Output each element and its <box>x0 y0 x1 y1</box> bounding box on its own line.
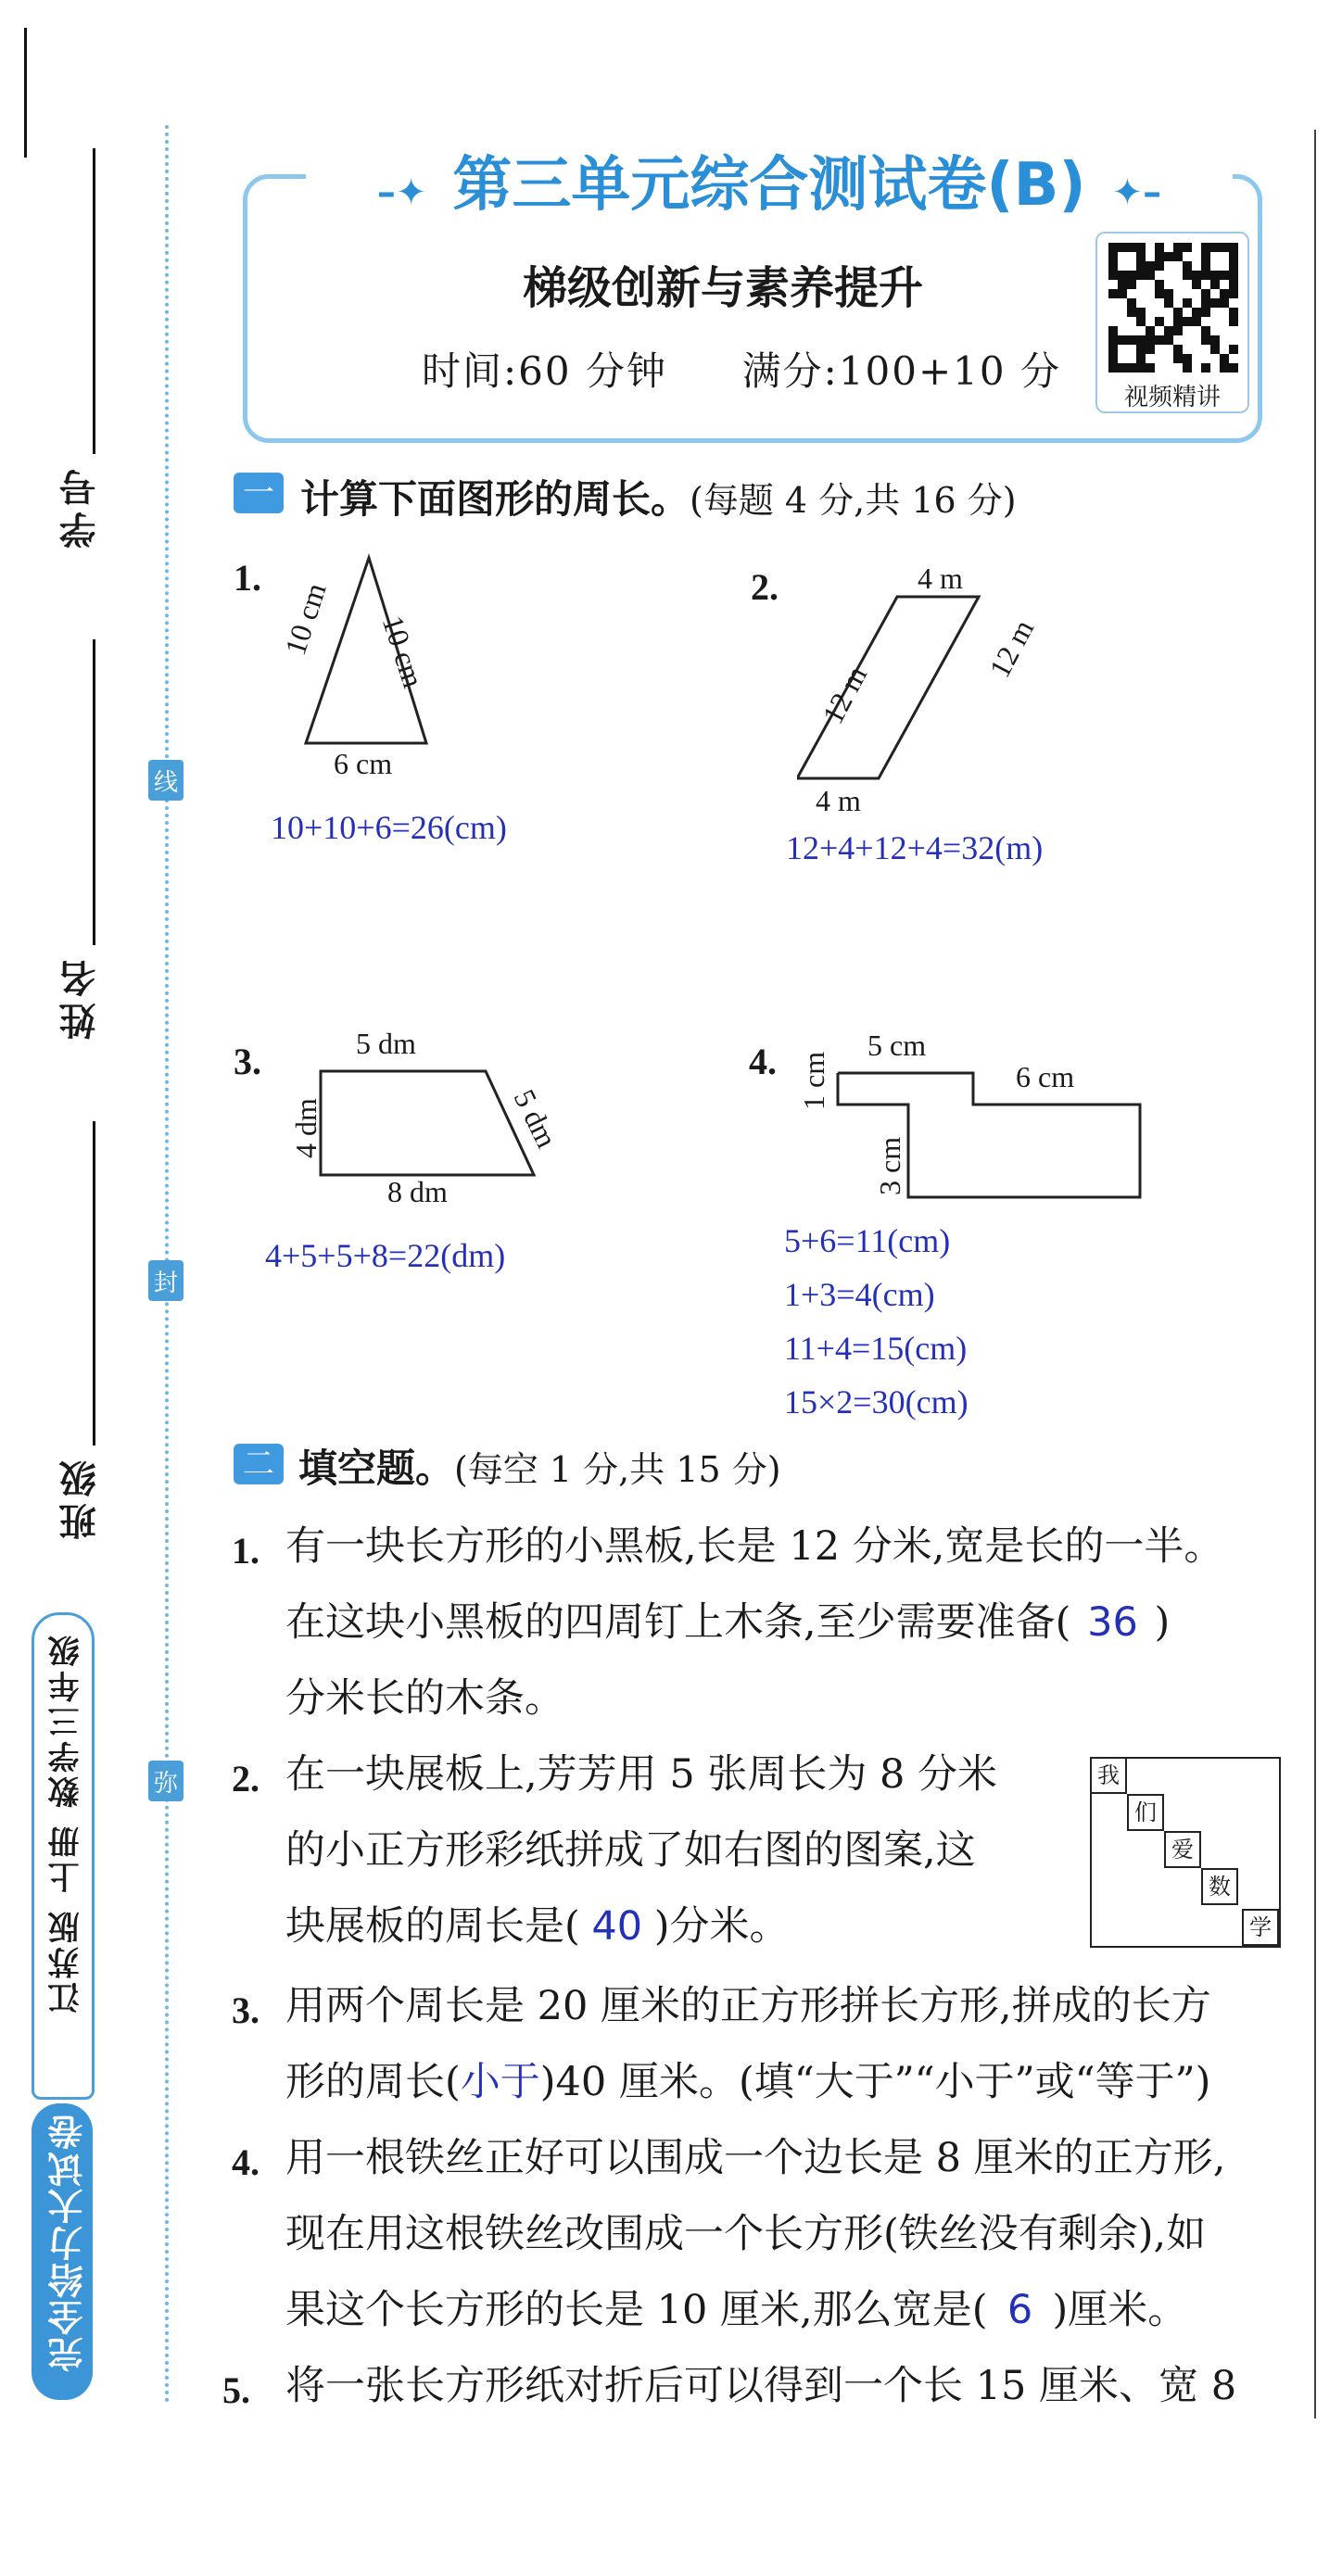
fill-q3-line2-text: 形的周长( <box>285 2059 461 2105</box>
fill-q4-answer: 6 <box>1006 2287 1033 2333</box>
problem4-answer-line: 11+4=15(cm) <box>784 1330 968 1367</box>
series-name: 完全给力大试卷 <box>48 2113 89 2372</box>
grid-cell: 学 <box>1242 1909 1279 1946</box>
right-margin-rule <box>1314 130 1316 2418</box>
fill-q3-line2 <box>285 2044 1305 2120</box>
fill-q2-line3-end: )分米。 <box>653 1903 790 1950</box>
fill-q3-number: 3. <box>232 1989 260 2031</box>
grid-cell: 们 <box>1127 1794 1164 1831</box>
fill-q1-line3: 分米长的木条。 <box>285 1675 564 1722</box>
fill-q4-line2: 现在用这根铁丝改围成一个长方形(铁丝没有剩余),如 <box>285 2211 1207 2257</box>
time-label: 时间:60 分钟 <box>422 348 667 394</box>
problem3-number: 3. <box>234 1041 261 1082</box>
triangle-right-side-label: 10 cm <box>375 612 431 692</box>
seal-mark-mi: 弥 <box>148 1761 184 1801</box>
fill-q4-line1: 用一根铁丝正好可以围成一个边长是 8 厘米的正方形, <box>285 2135 1226 2181</box>
stepped-left-label: 1 cm <box>797 1051 830 1110</box>
fill-q4-line3 <box>285 2272 1305 2348</box>
parallelogram-right-label: 12 m <box>982 613 1041 683</box>
fill-q1-text <box>285 1509 1305 1736</box>
fill-q5-number: 5. <box>222 2369 250 2411</box>
fill-q2-line3-text: 块展板的周长是( <box>285 1903 580 1950</box>
fill-q5-line1: 将一张长方形纸对折后可以得到一个长 15 厘米、宽 8 <box>285 2363 1237 2409</box>
parallelogram-top-label: 4 m <box>918 562 963 595</box>
fill-q2-text <box>285 1736 1073 1964</box>
seal-mark-seal: 封 <box>148 1260 184 1301</box>
section1-title: 计算下面图形的周长。 <box>300 476 690 522</box>
section2-badge: 二 <box>234 1444 284 1484</box>
fill-q4-line3-text: 果这个长方形的长是 10 厘米,那么宽是( <box>285 2287 988 2333</box>
grid-cell: 爱 <box>1164 1831 1201 1868</box>
student-no-underline <box>93 148 95 454</box>
class-underline <box>93 1121 95 1446</box>
seal-mark-line: 线 <box>148 760 184 801</box>
problem4-number: 4. <box>749 1041 777 1082</box>
fill-q1-number: 1. <box>232 1530 260 1572</box>
grid-cell: 数 <box>1201 1868 1238 1905</box>
stepped-right-top-label: 6 cm <box>1016 1060 1075 1093</box>
staircase-grid-figure <box>1090 1757 1281 1948</box>
student-no-label: 学号 <box>59 463 102 549</box>
class-label: 班级 <box>59 1455 102 1540</box>
section2-note: (每空 1 分,共 15 分) <box>454 1449 781 1490</box>
fill-q5-text <box>285 2348 1305 2424</box>
qr-caption: 视频精讲 <box>1123 384 1221 411</box>
problem4-answer-line: 5+6=11(cm) <box>784 1222 951 1259</box>
fill-q1-line2-end: ) <box>1154 1599 1171 1646</box>
name-underline <box>93 639 95 945</box>
exam-meta <box>389 341 1094 397</box>
fill-q3-line1: 用两个周长是 20 厘米的正方形拼长方形,拼成的长方 <box>285 1983 1211 2029</box>
triangle-base-label: 6 cm <box>334 747 393 780</box>
page-title-text: 第三单元综合测试卷(B) <box>439 151 1098 220</box>
page-title: –✦ 第三单元综合测试卷(B) ✦– <box>306 137 1233 222</box>
fill-q4-number: 4. <box>232 2141 260 2183</box>
trapezoid-left-label: 4 dm <box>289 1098 323 1158</box>
fill-q3-text <box>285 1968 1305 2120</box>
fill-q1-line2 <box>285 1585 1305 1661</box>
trapezoid-top-label: 5 dm <box>356 1027 416 1060</box>
fill-q3-line2-end: )40 厘米。(填“大于”“小于”或“等于”) <box>539 2059 1211 2105</box>
section2-header <box>298 1438 781 1494</box>
triangle-left-side-label: 10 cm <box>278 578 333 660</box>
fill-q3-answer: 小于 <box>460 2059 540 2105</box>
book-title: 江苏版 上册 数学三年级 <box>48 1632 85 2014</box>
subtitle: 梯级创新与素养提升 <box>522 262 923 314</box>
trapezoid-slant-label: 5 dm <box>507 1084 564 1154</box>
fill-q2-line3 <box>285 1888 1073 1964</box>
fill-q1-line1: 有一块长方形的小黑板,长是 12 分米,宽是长的一半。 <box>285 1523 1224 1570</box>
qr-code-pattern <box>1108 243 1238 373</box>
fill-q2-answer: 40 <box>591 1903 643 1950</box>
parallelogram-left-label: 12 m <box>816 660 874 729</box>
section1-note: (每题 4 分,共 16 分) <box>690 480 1017 521</box>
problem4-answer-line: 15×2=30(cm) <box>784 1383 969 1421</box>
fill-q2-number: 2. <box>232 1758 260 1799</box>
book-title-box <box>32 1612 95 2100</box>
parallelogram-bottom-label: 4 m <box>816 784 861 817</box>
problem4-answer-line: 1+3=4(cm) <box>784 1276 935 1313</box>
problem4-answers <box>784 1214 969 1429</box>
section1-header <box>300 469 1017 524</box>
fill-q1-line2-text: 在这块小黑板的四周钉上木条,至少需要准备( <box>285 1599 1071 1646</box>
series-name-box <box>32 2103 93 2400</box>
stepped-top-label: 5 cm <box>867 1029 927 1062</box>
problem2-number: 2. <box>751 566 779 608</box>
problem3-answer: 4+5+5+8=22(dm) <box>265 1237 506 1274</box>
section1-badge: 一 <box>234 473 284 513</box>
name-label: 姓名 <box>59 954 102 1040</box>
problem1-answer: 10+10+6=26(cm) <box>271 809 507 846</box>
fill-q1-answer: 36 <box>1087 1599 1138 1646</box>
fill-q2-line2: 的小正方形彩纸拼成了如右图的图案,这 <box>285 1827 976 1874</box>
page-edge-line <box>24 28 27 158</box>
grid-cell: 我 <box>1090 1757 1127 1794</box>
stepped-inner-label: 3 cm <box>873 1136 906 1195</box>
section2-title: 填空题。 <box>298 1446 455 1491</box>
trapezoid-bottom-label: 8 dm <box>387 1175 448 1208</box>
problem2-answer: 12+4+12+4=32(m) <box>786 829 1044 866</box>
score-label: 满分:100+10 分 <box>741 348 1061 394</box>
fill-q4-line3-end: )厘米。 <box>1052 2287 1188 2333</box>
fill-q4-text <box>285 2120 1305 2348</box>
fill-q2-line1: 在一块展板上,芳芳用 5 张周长为 8 分米 <box>285 1751 998 1798</box>
problem1-number: 1. <box>234 557 261 599</box>
